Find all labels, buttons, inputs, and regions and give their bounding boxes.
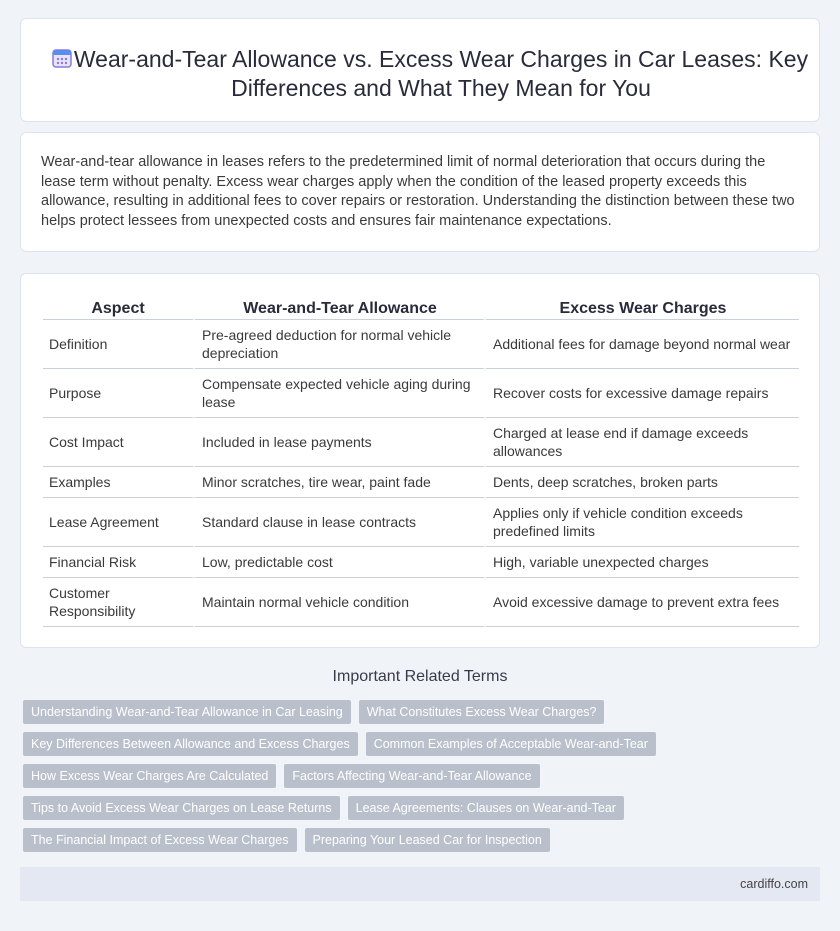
related-terms-heading: Important Related Terms: [332, 668, 508, 685]
related-term-link[interactable]: How Excess Wear Charges Are Calculated: [23, 764, 276, 788]
related-term-link[interactable]: The Financial Impact of Excess Wear Charges: [23, 828, 297, 852]
table-cell: Charged at lease end if damage exceeds allowances: [484, 418, 799, 467]
related-term-link[interactable]: What Constitutes Excess Wear Charges?: [359, 700, 605, 724]
header-excess: Excess Wear Charges: [484, 292, 799, 320]
table-cell: Customer Responsibility: [43, 578, 193, 627]
table-cell: Financial Risk: [43, 547, 193, 578]
comparison-table: [43, 292, 799, 627]
related-terms-list: [23, 700, 823, 860]
table-row: [43, 320, 799, 369]
related-term-link[interactable]: Understanding Wear-and-Tear Allowance in Car Leasing: [23, 700, 351, 724]
header-aspect: Aspect: [43, 292, 193, 320]
intro-paragraph: Wear-and-tear allowance in leases refers to the predetermined limit of normal deterioration that occurs during the lease term without penalty. Excess wear charges apply when the condition of the leased property exceeds this allowance, resulting in additional fees to cover repairs or restoration. Understanding the distinction between these two helps protect lessees from unexpected costs and ensures fair maintenance expectations.: [41, 154, 795, 229]
table-cell: Maintain normal vehicle condition: [193, 578, 484, 627]
table-row: [43, 547, 799, 578]
related-term-link[interactable]: Tips to Avoid Excess Wear Charges on Lease Returns: [23, 796, 340, 820]
table-cell: Recover costs for excessive damage repairs: [484, 369, 799, 418]
table-cell: Compensate expected vehicle aging during lease: [193, 369, 484, 418]
table-row: [43, 369, 799, 418]
table-cell: Definition: [43, 320, 193, 369]
table-row: [43, 467, 799, 498]
table-header-row: [43, 292, 799, 320]
intro-card: [20, 132, 820, 252]
table-cell: Additional fees for damage beyond normal wear: [484, 320, 799, 369]
table-row: [43, 498, 799, 547]
table-cell: Included in lease payments: [193, 418, 484, 467]
table-cell: Minor scratches, tire wear, paint fade: [193, 467, 484, 498]
table-cell: High, variable unexpected charges: [484, 547, 799, 578]
table-row: [43, 578, 799, 627]
table-cell: Low, predictable cost: [193, 547, 484, 578]
related-term-link[interactable]: Lease Agreements: Clauses on Wear-and-Tear: [348, 796, 624, 820]
table-cell: Purpose: [43, 369, 193, 418]
footer: [20, 867, 820, 901]
page-title: Wear-and-Tear Allowance vs. Excess Wear Charges in Car Leases: Key Differences and What They Mean for You: [73, 46, 809, 101]
title-card: [20, 18, 820, 122]
header-allowance: Wear-and-Tear Allowance: [193, 292, 484, 320]
table-row: [43, 418, 799, 467]
table-cell: Avoid excessive damage to prevent extra fees: [484, 578, 799, 627]
related-term-link[interactable]: Key Differences Between Allowance and Excess Charges: [23, 732, 358, 756]
footer-site-link[interactable]: cardiffo.com: [740, 877, 808, 891]
related-term-link[interactable]: Preparing Your Leased Car for Inspection: [305, 828, 550, 852]
table-cell: Examples: [43, 467, 193, 498]
table-cell: Pre-agreed deduction for normal vehicle depreciation: [193, 320, 484, 369]
table-cell: Applies only if vehicle condition exceeds predefined limits: [484, 498, 799, 547]
table-cell: Lease Agreement: [43, 498, 193, 547]
table-cell: Dents, deep scratches, broken parts: [484, 467, 799, 498]
table-cell: Cost Impact: [43, 418, 193, 467]
comparison-card: [20, 273, 820, 648]
related-term-link[interactable]: Factors Affecting Wear-and-Tear Allowance: [284, 764, 539, 788]
related-term-link[interactable]: Common Examples of Acceptable Wear-and-Tear: [366, 732, 656, 756]
table-cell: Standard clause in lease contracts: [193, 498, 484, 547]
